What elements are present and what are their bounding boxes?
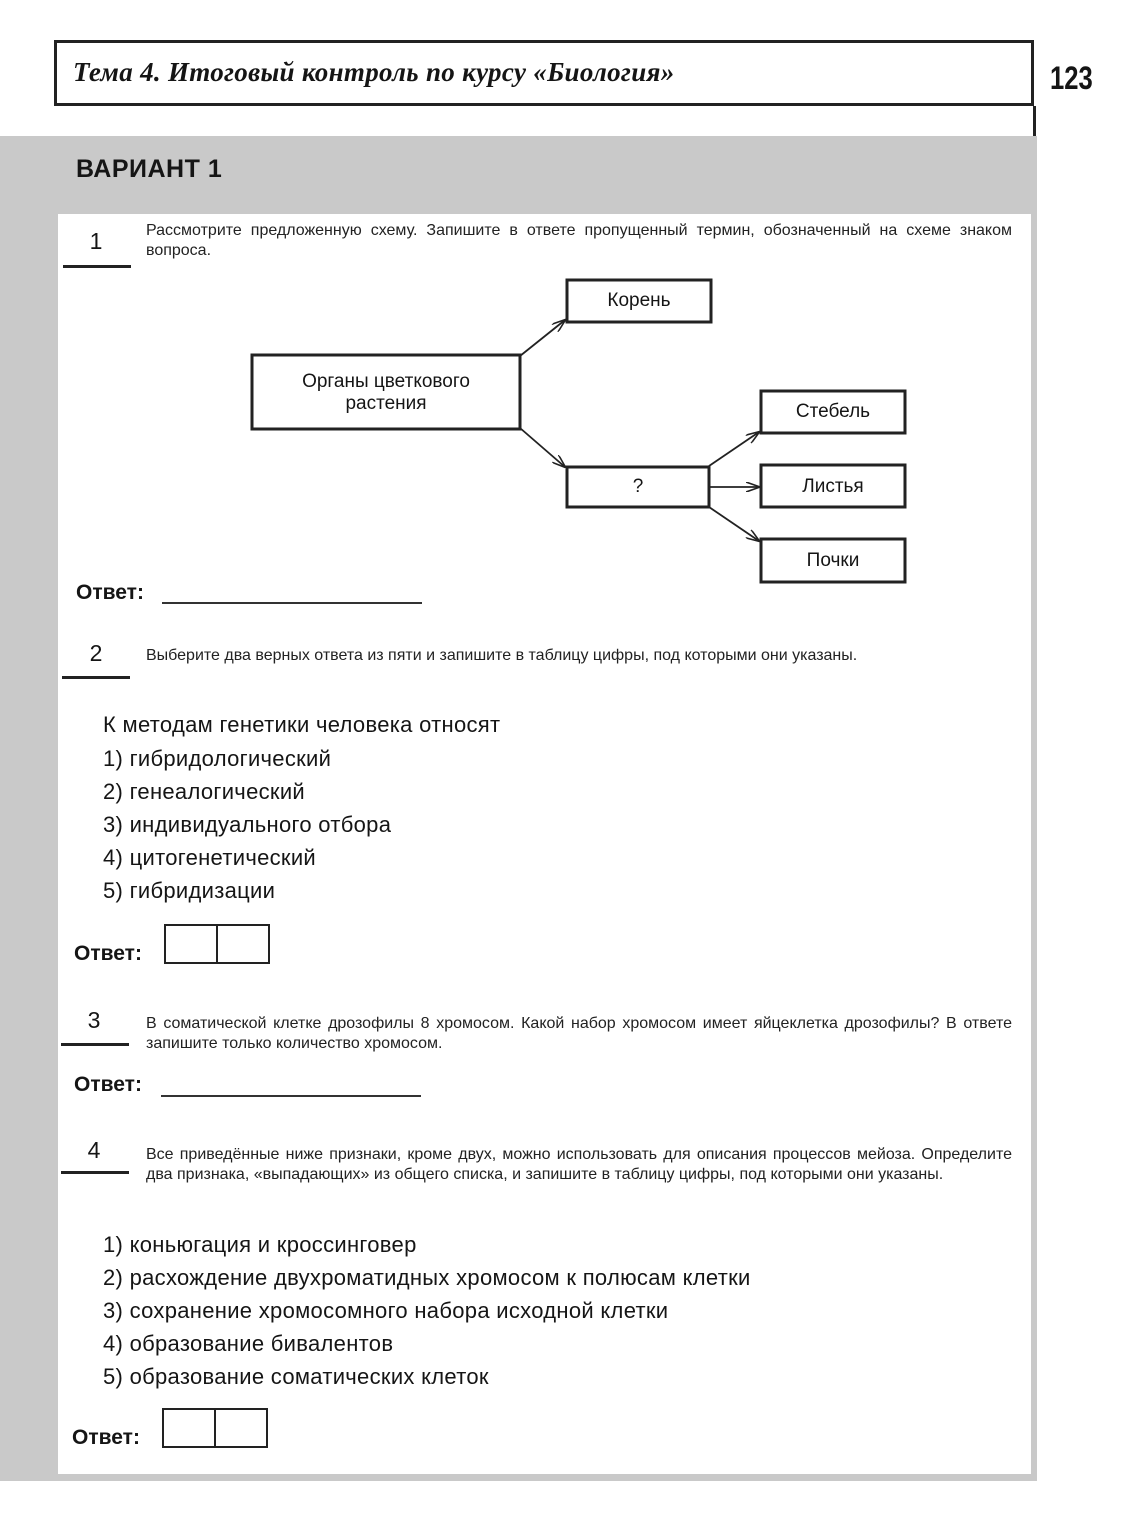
option-item: 3) индивидуального отбора [103,812,392,837]
option-item: 1) коньюгация и кроссинговер [103,1232,417,1257]
question-2-options [103,742,391,907]
diagram-child-label-1: Стебель [795,401,871,422]
question-4-text: Все приведённые ниже признаки, кроме двух, можно использовать для описания процессов мейоза. Определите два признака, «выпадающих» из общего списка, и запишите в таблицу цифры, под которыми они указаны. [146,1146,1012,1183]
arrow-unknown-to-child-3 [709,507,759,541]
question-1-number: 1 [89,228,103,254]
question-4-options [103,1228,751,1393]
question-4-number: 4 [87,1137,101,1163]
answer-grid-4 [162,1408,268,1448]
question-3-rule [61,1043,129,1046]
answer-label-1: Ответ: [76,581,144,604]
option-item: 2) генеалогический [103,779,306,804]
arrow-root-to-unknown [520,428,565,467]
option-item: 1) гибридологический [103,746,332,771]
option-item: 4) образование бивалентов [103,1331,394,1356]
diagram-unknown-label: ? [632,476,644,497]
question-4-rule [61,1171,129,1174]
answer-label-4: Ответ: [72,1426,140,1449]
diagram-root-child-label: Корень [607,290,671,311]
arrow-root-to-child [520,320,565,356]
question-2-text: Выберите два верных ответа из пяти и запишите в таблицу цифры, под которыми они указаны. [146,647,858,664]
answer-grid-2 [164,924,270,964]
option-item: 2) расхождение двухроматидных хромосом к полюсам клетки [103,1265,751,1290]
option-item: 3) сохранение хромосомного набора исходной клетки [103,1298,669,1323]
option-item: 5) гибридизации [103,878,276,903]
page-number: 123 [1050,60,1093,96]
answer-label-3: Ответ: [74,1073,142,1096]
variant-title: ВАРИАНТ 1 [76,155,223,183]
answer-label-2: Ответ: [74,942,142,965]
topic-title: Тема 4. Итоговый контроль по курсу «Биология» [73,57,675,87]
question-2-number: 2 [89,640,103,666]
question-3-text: В соматической клетке дрозофилы 8 хромосом. Какой набор хромосом имеет яйцеклетка дрозофилы? В ответе запишите только количество хромосом. [146,1015,1012,1052]
answer-cell[interactable] [216,926,268,962]
option-item: 5) образование соматических клеток [103,1364,489,1389]
question-3-number: 3 [87,1007,101,1033]
answer-cell[interactable] [164,1410,214,1446]
question-2-rule [62,676,130,679]
diagram-root-label: Органы цветкового растения [302,371,470,414]
answer-cell[interactable] [166,926,216,962]
answer-line-1[interactable] [162,602,422,604]
option-item: 4) цитогенетический [103,845,317,870]
diagram-child-label-2: Листья [802,476,864,497]
question-2-stem: К методам генетики человека относят [103,712,501,737]
question-1-text: Рассмотрите предложенную схему. Запишите в ответе пропущенный термин, обозначенный на схеме знаком вопроса. [146,222,1012,259]
answer-line-3[interactable] [161,1095,421,1097]
diagram-child-label-3: Почки [806,550,860,571]
arrow-unknown-to-child-1 [709,432,759,466]
answer-cell[interactable] [214,1410,266,1446]
